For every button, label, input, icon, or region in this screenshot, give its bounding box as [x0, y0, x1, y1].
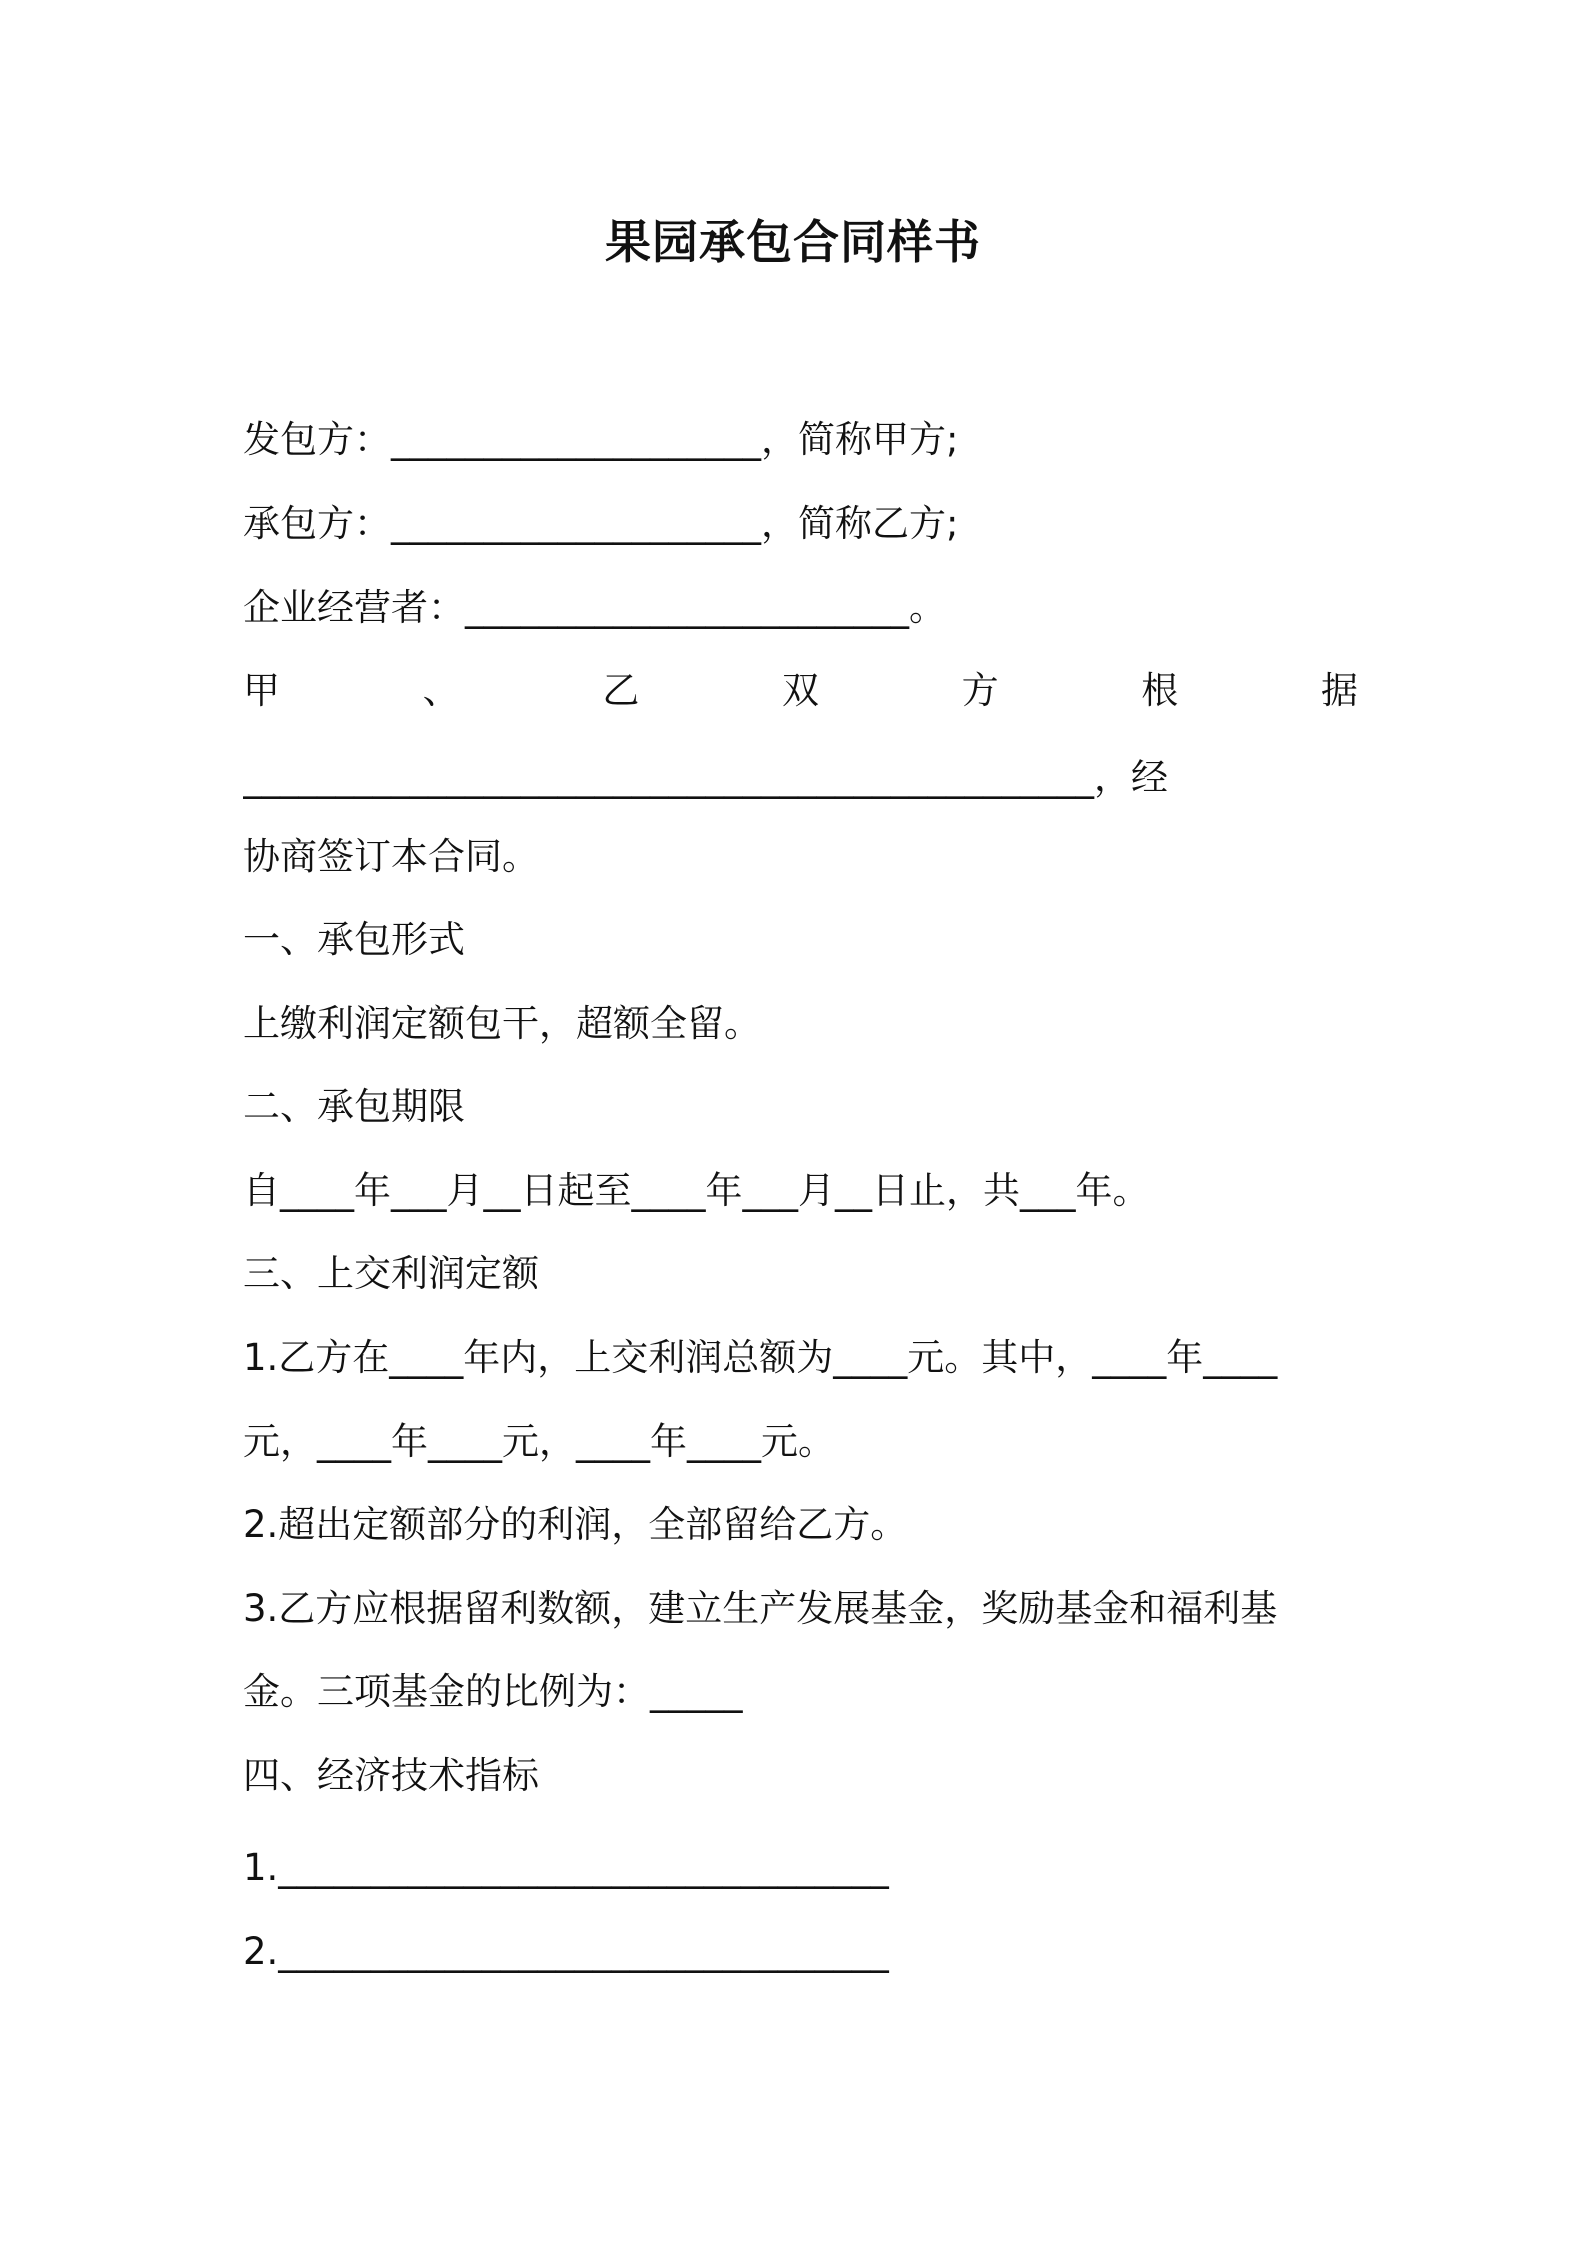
contractor-line: 承包方：____________________，简称乙方;	[243, 502, 959, 545]
basis-closing-line: 协商签订本合同。	[243, 835, 539, 878]
section3-item3-line1: 3.乙方应根据留利数额，建立生产发展基金，奖励基金和福利基	[243, 1587, 1278, 1630]
section1-body: 上缴利润定额包干，超额全留。	[243, 1002, 761, 1045]
operator-line: 企业经营者：________________________。	[243, 586, 946, 629]
basis-char: 据	[1320, 669, 1358, 712]
basis-char: 双	[781, 669, 819, 712]
section3-item1-line1: 1.乙方在____年内，上交利润总额为____元。其中，____年____	[243, 1336, 1278, 1379]
section4-item1: 1._________________________________	[243, 1846, 889, 1889]
section3-item3-line2: 金。三项基金的比例为：_____	[243, 1670, 743, 1713]
section3-item1-line2: 元，____年____元，____年____元。	[243, 1420, 835, 1463]
basis-char: 、	[422, 669, 460, 712]
section2-body: 自____年___月__日起至____年___月__日止，共___年。	[243, 1169, 1150, 1212]
section3-heading: 三、上交利润定额	[243, 1252, 539, 1295]
basis-spread-line	[243, 666, 1358, 716]
section2-heading: 二、承包期限	[243, 1085, 465, 1128]
document-title: 果园承包合同样书	[605, 215, 981, 269]
section4-item2: 2._________________________________	[243, 1930, 889, 1973]
basis-blank-line: ______________________________________________，经	[243, 756, 1168, 799]
basis-char: 方	[961, 669, 999, 712]
basis-char: 乙	[602, 669, 640, 712]
section3-item2: 2.超出定额部分的利润，全部留给乙方。	[243, 1503, 908, 1546]
basis-char: 根	[1141, 669, 1179, 712]
basis-char: 甲	[243, 669, 280, 712]
section1-heading: 一、承包形式	[243, 918, 465, 961]
section4-heading: 四、经济技术指标	[243, 1754, 539, 1797]
issuer-line: 发包方：____________________，简称甲方;	[243, 418, 959, 461]
